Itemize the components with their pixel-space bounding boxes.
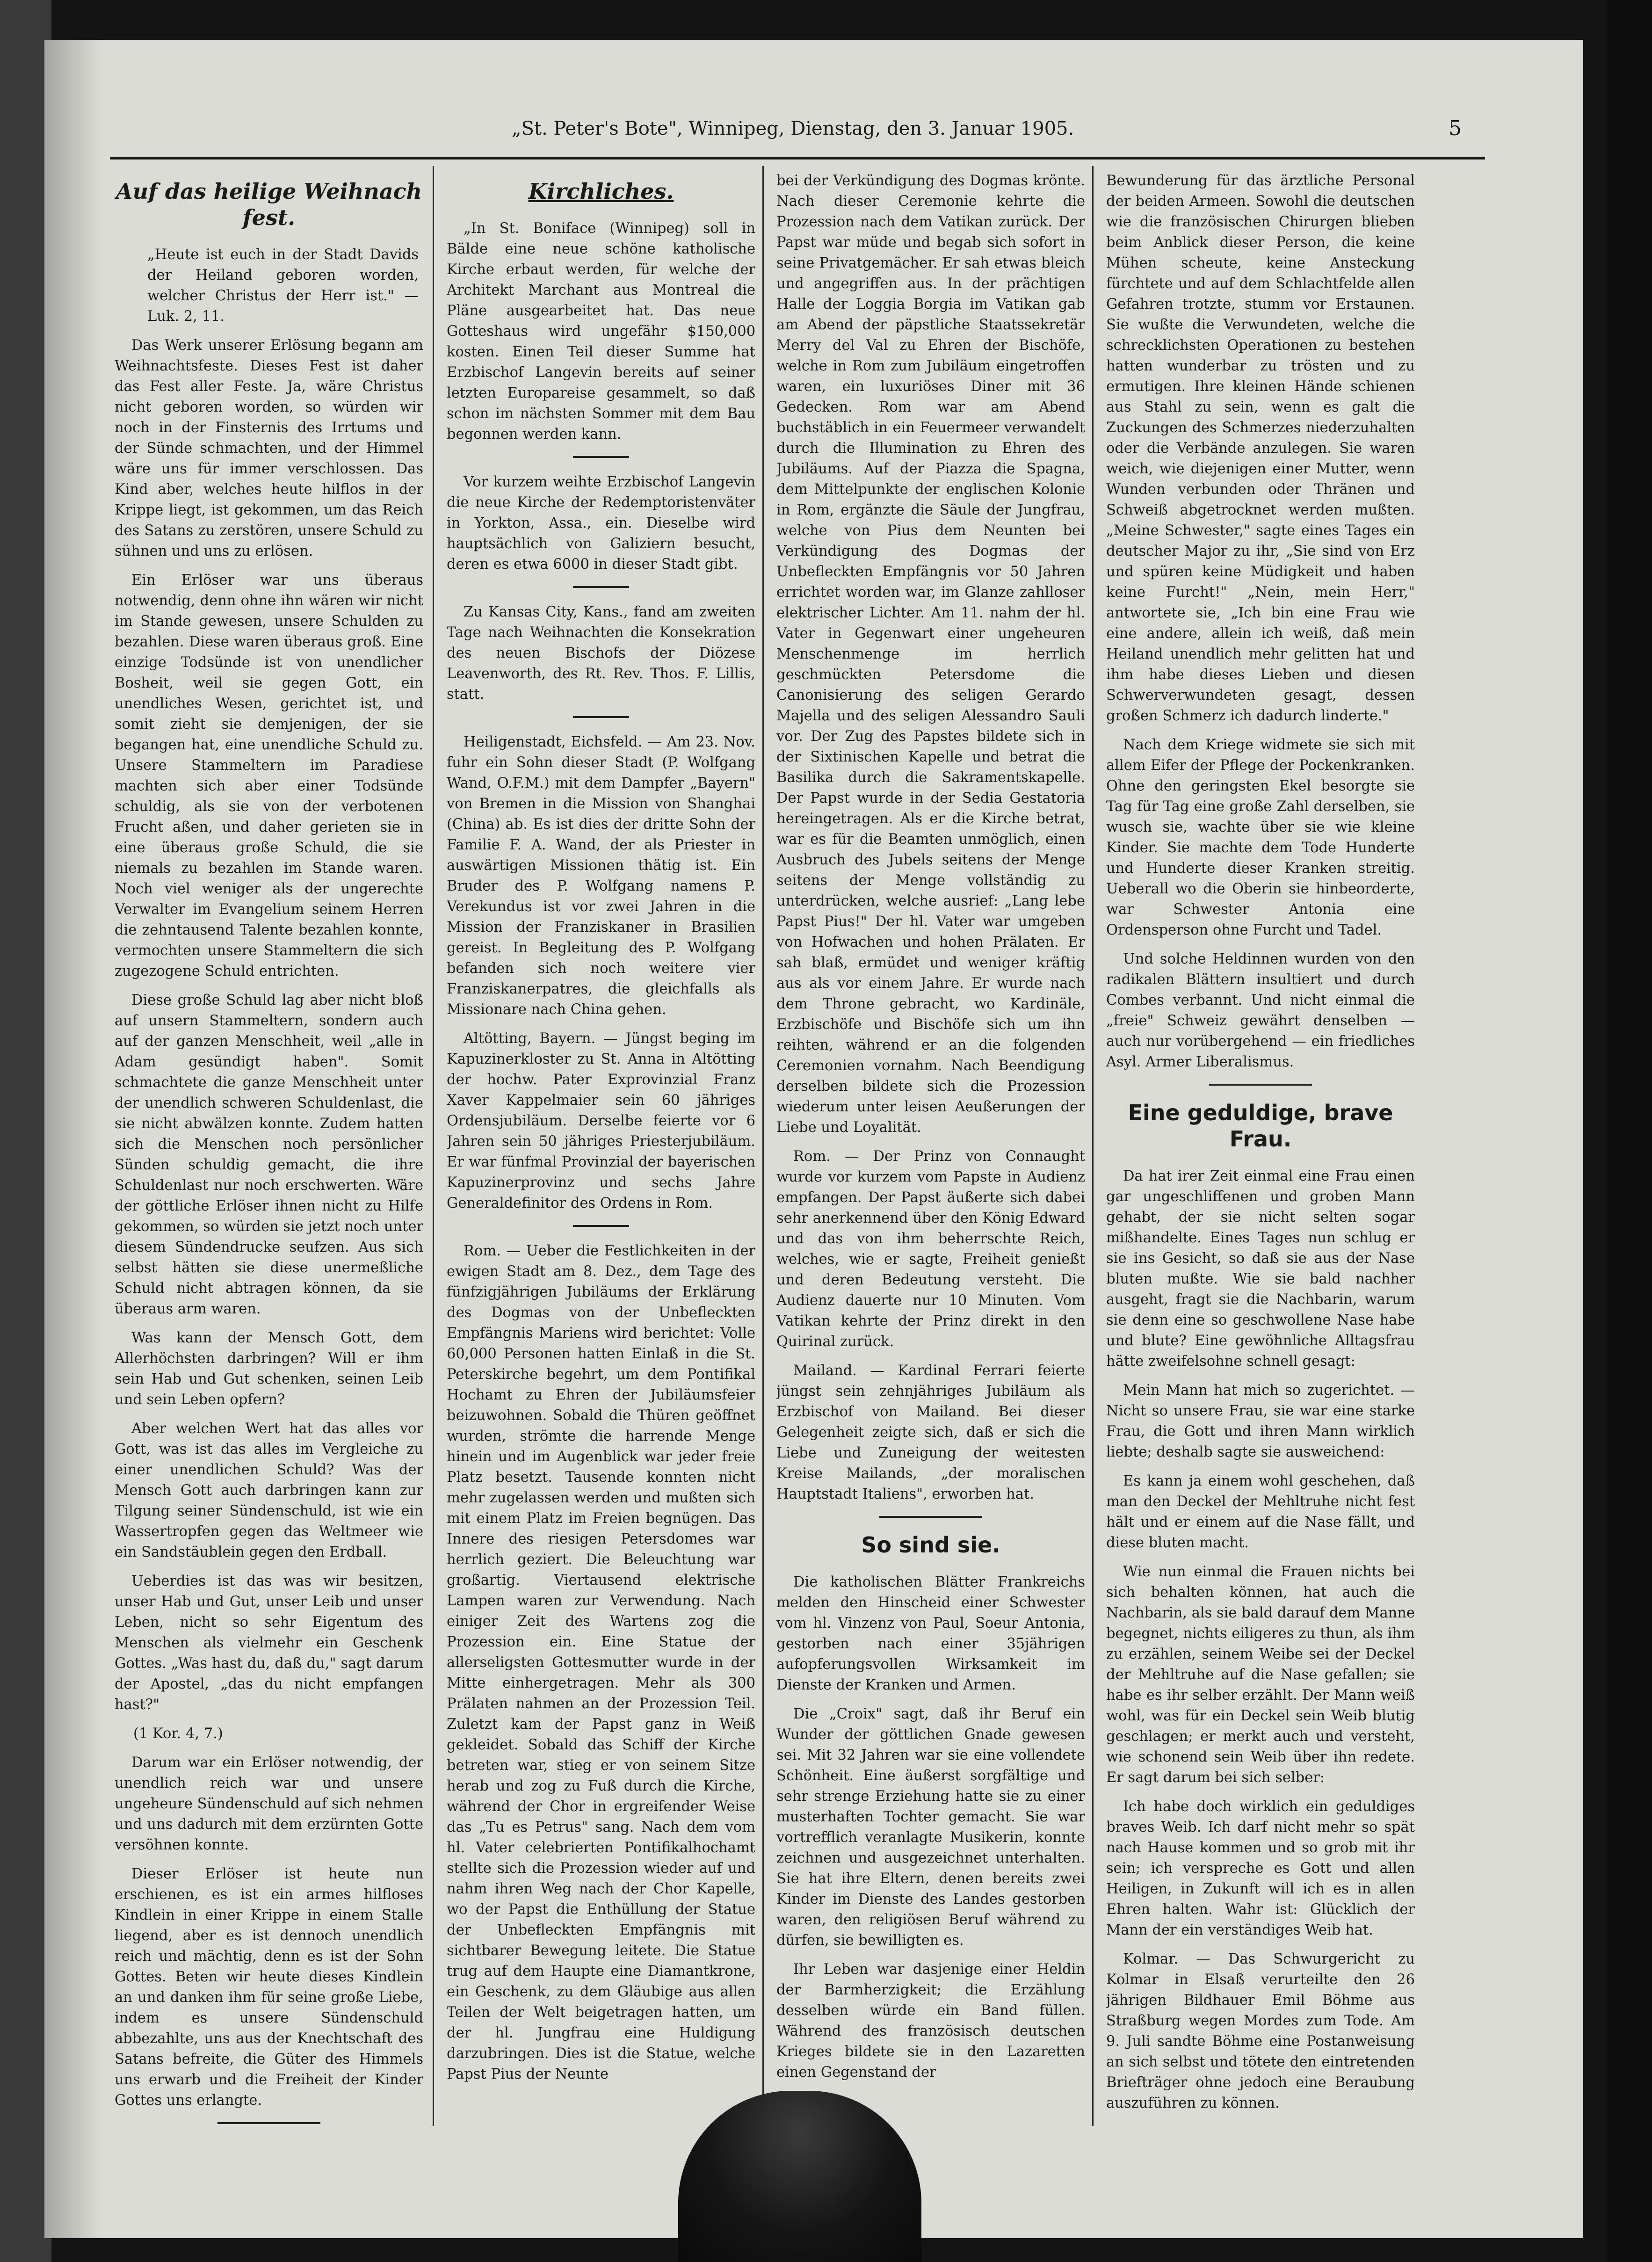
paragraph: Und solche Heldinnen wurden von den radikalen Blättern insultiert und durch Combes verbannt. Und nicht einmal die „freie" Schweiz gewährt denselben — auch nur vorübergehend — ein friedliches Asyl. Armer Liberalismus. <box>1106 951 1415 1070</box>
film-edge-right <box>1608 0 1652 2262</box>
paragraph: Was kann der Mensch Gott, dem Allerhöchsten darbringen? Will er ihm sein Hab und Gut schenken, seinen Leib und sein Leben opfern? <box>115 1330 423 1408</box>
section-divider <box>879 1516 982 1518</box>
article-heading-weihnachtsfest: Auf das heilige Weihnach fest. <box>116 179 422 230</box>
paragraph: Vor kurzem weihte Erzbischof Langevin die neue Kirche der Redemptoristenväter in Yorkton, Assa., ein. Dieselbe wird hauptsächlich von Galiziern besucht, deren es etwa 6000 in dieser Stadt gibt. <box>447 474 755 573</box>
column-rule <box>433 166 434 2126</box>
paragraph: Rom. — Ueber die Festlichkeiten in der ewigen Stadt am 8. Dez., dem Tage des fünfzigjährigen Jubiläums der Erklärung des Dogmas von der Unbefleckten Empfängnis Mariens wird berichtet: Volle 60,000 Personen hatten Einlaß in die St. Peterskirche begehrt, um dem Pontifikal Hochamt zu Ehren der Jubiläumsfeier beizuwohnen. Sobald die Thüren geöffnet wurden, strömte die harrende Menge hinein und im Augenblick war jeder freie Platz besetzt. Tausende konnten nicht mehr zugelassen werden und mußten sich mit einem Platz im Freien begnügen. Das Innere des riesigen Petersdomes war herrlich geziert. Die Beleuchtung war großartig. Viertausend elektrische Lampen waren zur Verwendung. Nach einiger Zeit des Wartens zog die Prozession ein. Eine Statue der allerseligsten Gottesmutter wurde in der Mitte einhergetragen. Mehr als 300 Prälaten nahmen an der Prozession Teil. Zuletzt kam der Papst ganz in Weiß gekleidet. Sobald das Schiff der Kirche betreten war, stieg er von seinem Sitze herab und zog zu Fuß durch die Kirche, während der Chor in ergreifender Weise das „Tu es Petrus" sang. Nach dem vom hl. Vater celebrierten Pontifikalhochamt stellte sich die Prozession wieder auf und nahm ihren Weg nach der Chor Kapelle, wo der Papst die Enthüllung der Statue der Unbefleckten Empfängnis mit sichtbarer Bewegung leitete. Die Statue trug auf dem Haupte eine Diamantkrone, ein Geschenk, zu dem Gläubige aus allen Teilen der Welt beigetragen hatten, um der hl. Jungfrau eine Huldigung darzubringen. Dies ist die Statue, welche Papst Pius der Neunte <box>447 1243 755 2082</box>
item-divider <box>573 716 629 718</box>
paragraph: Bewunderung für das ärztliche Personal der beiden Armeen. Sowohl die deutschen wie die französischen Chirurgen blieben beim Anblick dieser Person, die keine Mühen scheute, keine Ansteckung fürchtete und auf dem Schlachtfelde allen Gefahren trotzte, stumm vor Erstaunen. Sie wußte die Verwundeten, welche die schrecklichsten Operationen zu bestehen hatten wunderbar zu trösten und zu ermutigen. Ihre kleinen Hände schienen aus Stahl zu sein, wenn es galt die Zuckungen des Schmerzes niederzuhalten oder die Verbände anzulegen. Sie waren weich, wie diejenigen einer Mutter, wenn Wunden verbunden oder Thränen und Schweiß abgetrocknet werden mußten. „Meine Schwester," sagte eines Tages ein deutscher Major zu ihr, „Sie sind von Erz und spüren keine Müdigkeit und haben keine Furcht!" „Nein, mein Herr," antwortete sie, „Ich bin eine Frau wie eine andere, allein ich weiß, daß mein Heiland unendlich mehr gelitten hat und ihm habe dieses Lieben und diesen Schwerverwundeten gesagt, dessen großen Schmerz ich dadurch linderte." <box>1106 173 1415 724</box>
column-rule <box>1092 166 1094 2126</box>
column-4 <box>1106 171 1415 2126</box>
paragraph: Mailand. — Kardinal Ferrari feierte jüngst sein zehnjähriges Jubiläum als Erzbischof von Mailand. Bei dieser Gelegenheit zeigte sich, daß er sich die Liebe und Zuneigung der weitesten Kreise Mailands, „der moralischen Hauptstadt Italiens", erworben hat. <box>776 1363 1085 1502</box>
column-3 <box>776 171 1085 2126</box>
paragraph: Da hat irer Zeit einmal eine Frau einen gar ungeschliffenen und groben Mann gehabt, der sie nicht selten sogar mißhandelte. Eines Tages nun schlug er sie ins Gesicht, so daß sie aus der Nase bluten mußte. Wie sie bald nachher ausgeht, fragt sie die Nachbarin, warum sie denn eine so geschwollene Nase habe und blute? Eine gewöhnliche Alltagsfrau hätte zweifelsohne schnell gesagt: <box>1106 1168 1415 1370</box>
newspaper-page <box>44 40 1583 2238</box>
paragraph: Die „Croix" sagt, daß ihr Beruf ein Wunder der göttlichen Gnade gewesen sei. Mit 32 Jahren war sie eine vollendete Schönheit. Eine äußerst sorgfältige und sehr strenge Erziehung hatte sie zu einer musterhaften Tochter gemacht. Sie war vortrefflich veranlagte Musikerin, konnte zeichnen und ausgezeichnet unterhalten. Sie hat ihre Eltern, denen bereits zwei Kinder im Dienste des Landes gestorben waren, den religiösen Beruf während zu dürfen, sie bewilligten es. <box>776 1706 1085 1949</box>
article-heading-geduldige-frau: Eine geduldige, brave Frau. <box>1128 1100 1393 1152</box>
film-edge-left <box>0 0 51 2262</box>
paragraph: Die katholischen Blätter Frankreichs melden den Hinscheid einer Schwester vom hl. Vinzenz von Paul, Soeur Antonia, gestorben nach einer 35jährigen aufopferungsvollen Wirksamkeit im Dienste der Kranken und Armen. <box>776 1574 1085 1693</box>
section-heading-kirchliches <box>447 178 755 204</box>
column-rule <box>762 166 764 2126</box>
item-divider <box>573 586 629 588</box>
paragraph: Ich habe doch wirklich ein geduldiges braves Weib. Ich darf nicht mehr so spät nach Hause kommen und so grob mit ihr sein; ich verspreche es Gott und allen Heiligen, in Zukunft will ich es in allen Ehren halten. Wahr ist: Glücklich der Mann der ein verständiges Weib hat. <box>1106 1798 1415 1938</box>
section-divider <box>1209 1084 1312 1086</box>
page-header: „St. Peter's Bote", Winnipeg, Dienstag, den 3. Januar 1905. <box>511 118 1074 139</box>
paragraph: Altötting, Bayern. — Jüngst beging im Kapuzinerkloster zu St. Anna in Altötting der hochw. Pater Exprovinzial Franz Xaver Kappelmaier sein 60 jähriges Ordensjubiläum. Derselbe feierte vor 6 Jahren sein 50 jähriges Priesterjubiläum. Er war fünfmal Provinzial der bayerischen Kapuzinerprovinz und sechs Jahre Generaldefinitor des Ordens in Rom. <box>447 1030 755 1211</box>
paragraph: „In St. Boniface (Winnipeg) soll in Bälde eine neue schöne katholische Kirche erbaut werden, für welche der Architekt Marchant aus Montreal die Pläne ausgearbeitet hat. Das neue Gotteshaus wird ungefähr $150,000 kosten. Einen Teil dieser Summe hat Erzbischof Langevin bereits auf seiner letzten Europareise gesammelt, so daß schon im nächsten Sommer mit dem Bau begonnen werden kann. <box>447 220 755 442</box>
paragraph: Das Werk unserer Erlösung begann am Weihnachtsfeste. Dieses Fest ist daher das Fest aller Feste. Ja, wäre Christus nicht geboren worden, so würden wir noch in der Finsternis des Irrtums und der Sünde schmachten, und der Himmel wäre uns für immer verschlossen. Das Kind aber, welches heute hilflos in der Krippe liegt, ist gekommen, um das Reich des Satans zu zerstören, unsere Schuld zu sühnen und uns zu erlösen. <box>115 337 423 559</box>
bible-reference: (1 Kor. 4, 7.) <box>133 1726 223 1742</box>
item-divider <box>573 456 629 458</box>
column-1 <box>115 171 423 2126</box>
paragraph: Ein Erlöser war uns überaus notwendig, denn ohne ihn wären wir nicht im Stande gewesen, unsere Schulden zu bezahlen. Diese waren überaus groß. Eine einzige Todsünde ist von unendlicher Bosheit, weil sie gegen Gott, ein unendliches Wesen, gerichtet ist, und somit zieht sie demjenigen, der sie begangen hat, eine unendliche Schuld zu. Unsere Stammeltern im Paradiese machten sich aber einer Todsünde schuldig, als sie von der verbotenen Frucht aßen, und daher gerieten sie in eine überaus große Schuld, die sie niemals zu bezahlen im Stande waren. Noch viel weniger als der ungerechte Verwalter im Evangelium seinem Herren die zehntausend Talente bezahlen konnte, vermochten unsere Stammeltern die sich zugezogene Schuld entrichten. <box>115 572 423 979</box>
bible-quote: „Heute ist euch in der Stadt Davids der Heiland geboren worden, welcher Christus der Herr ist." — Luk. 2, 11. <box>147 246 419 325</box>
paragraph: Ueberdies ist das was wir besitzen, unser Hab und Gut, unser Leib und unser Leben, nicht so sehr Eigentum des Menschen als vielmehr ein Geschenk Gottes. „Was hast du, daß du," sagt darum der Apostel, „das du nicht empfangen hast?" <box>115 1573 423 1713</box>
column-2 <box>447 171 755 2126</box>
paragraph: Diese große Schuld lag aber nicht bloß auf unsern Stammeltern, sondern auch auf der ganzen Menschheit, weil „alle in Adam gesündigt haben". Somit schmachtete die ganze Menschheit unter der unendlich schweren Schuldenlast, die sie nicht abwälzen konnte. Zudem hatten sich die Menschen noch persönlicher Sünden schuldig gemacht, die ihre Schuldenlast nur noch erschwerten. Wäre der göttliche Erlöser ihnen nicht zu Hilfe gekommen, so würden sie jetzt noch unter diesem Sündendrucke seufzen. Aus sich selbst hätten sie diese unermeßliche Schuld nicht abtragen können, da sie überaus arm waren. <box>115 992 423 1317</box>
page-number: 5 <box>1449 116 1462 140</box>
header-rule <box>110 157 1485 160</box>
paragraph: Dieser Erlöser ist heute nun erschienen, es ist ein armes hilfloses Kindlein in einer Krippe in einem Stalle liegend, aber es ist dennoch unendlich reich und mächtig, denn es ist der Sohn Gottes. Beten wir heute dieses Kindlein an und danken ihm für seine große Liebe, indem es unsere Sündenschuld abbezahlte, uns aus der Knechtschaft des Satans befreite, die Güter des Himmels uns erwarb und die Freiheit der Kinder Gottes uns erlangte. <box>115 1866 423 2109</box>
paragraph: Rom. — Der Prinz von Connaught wurde vor kurzem vom Papste in Audienz empfangen. Der Papst äußerte sich dabei sehr anerkennend über den König Edward und das von ihm beherrschte Reich, welches, wie er sagte, Freiheit genießt und deren Bedeutung versteht. Die Audienz dauerte nur 10 Minuten. Vom Vatikan kehrte der Prinz direkt in den Quirinal zurück. <box>776 1148 1085 1350</box>
paragraph: Ihr Leben war dasjenige einer Heldin der Barmherzigkeit; die Erzählung desselben würde ein Band füllen. Während des französisch deutschen Krieges bildete sie in den Lazaretten einen Gegenstand der <box>776 1961 1085 2081</box>
item-divider <box>573 1225 629 1227</box>
paragraph: Darum war ein Erlöser notwendig, der unendlich reich war und unsere ungeheure Sündenschuld auf sich nehmen und uns dadurch mit dem erzürnten Gotte versöhnen konnte. <box>115 1754 423 1853</box>
paragraph: Es kann ja einem wohl geschehen, daß man den Deckel der Mehltruhe nicht fest hält und er einem auf die Nase fällt, und diese bluten macht. <box>1106 1473 1415 1551</box>
paragraph: Mein Mann hat mich so zugerichtet. — Nicht so unsere Frau, sie war eine starke Frau, die Gott und ihren Mann wirklich liebte; deshalb sagte sie ausweichend: <box>1106 1382 1415 1460</box>
heading-text: Kirchliches. <box>528 179 674 204</box>
paragraph: Aber welchen Wert hat das alles vor Gott, was ist das alles im Vergleiche zu einer unendlichen Schuld? Was der Mensch Gott auch darbringen kann zur Tilgung seiner Sündenschuld, ist wie ein Wassertropfen gegen das Weltmeer wie ein Sandstäublein gegen den Erdball. <box>115 1421 423 1560</box>
paragraph: Zu Kansas City, Kans., fand am zweiten Tage nach Weihnachten die Konsekration des neuen Bischofs der Diözese Leavenworth, des Rt. Rev. Thos. F. Lillis, statt. <box>447 604 755 703</box>
paragraph: Nach dem Kriege widmete sie sich mit allem Eifer der Pflege der Pockenkranken. Ohne den geringsten Ekel besorgte sie Tag für Tag eine große Zahl derselben, sie wusch sie, wachte über sie wie kleine Kinder. Sie machte dem Tode Hunderte und Hunderte dieser Kranken streitig. Ueberall wo die Oberin sie hinbeorderte, war Schwester Antonia eine Ordensperson ohne Furcht und Tadel. <box>1106 737 1415 938</box>
article-heading-so-sind-sie: So sind sie. <box>861 1532 1000 1558</box>
section-divider <box>217 2122 320 2124</box>
paragraph: Wie nun einmal die Frauen nichts bei sich behalten können, hat auch die Nachbarin, als sie bald darauf dem Manne begegnet, nichts eiligeres zu thun, als ihm zu erzählen, seinem Weibe sei der Deckel der Mehltruhe auf die Nase gefallen; sie habe es ihr selber erzählt. Der Mann weiß wohl, was für ein Deckel sein Weib blutig geschlagen; er merkt auch und versteht, wie schonend sein Weib über ihn redete. Er sagt darum bei sich selber: <box>1106 1564 1415 1786</box>
paragraph: Kolmar. — Das Schwurgericht zu Kolmar in Elsaß verurteilte den 26 jährigen Bildhauer Emil Böhme aus Straßburg wegen Mordes zum Tode. Am 9. Juli sandte Böhme eine Postanweisung an sich selbst und tötete den eintretenden Briefträger ohne jedoch eine Beraubung auszuführen zu können. <box>1106 1951 1415 2111</box>
paragraph: Heiligenstadt, Eichsfeld. — Am 23. Nov. fuhr ein Sohn dieser Stadt (P. Wolfgang Wand, O.F.M.) mit dem Dampfer „Bayern" von Bremen in die Mission von Shanghai (China) ab. Es ist dies der dritte Sohn der Familie F. A. Wand, der als Priester in auswärtigen Missionen thätig ist. Ein Bruder des P. Wolfgang namens P. Verekundus ist vor zwei Jahren in die Mission der Franziskaner in Brasilien gereist. In Begleitung des P. Wolfgang befanden sich noch weitere vier Franziskanerpatres, die gleichfalls als Missionare nach China gehen. <box>447 734 755 1018</box>
paragraph: bei der Verkündigung des Dogmas krönte. Nach dieser Ceremonie kehrte die Prozession nach dem Vatikan zurück. Der Papst war müde und begab sich sofort in seine Privatgemächer. Er sah etwas bleich und angegriffen aus. In der prächtigen Halle der Loggia Borgia im Vatikan gab am Abend der päpstliche Staatssekretär Merry del Val zu Ehren der Bischöfe, welche in Rom zum Jubiläum eingetroffen waren, ein luxuriöses Diner mit 36 Gedecken. Rom war am Abend buchstäblich in ein Feuermeer verwandelt durch die Illumination zu Ehren des Jubiläums. Auf der Piazza die Spagna, dem Mittelpunkte der englischen Kolonie in Rom, ergänzte die Säule der Jungfrau, welche von Pius dem Neunten bei Verkündigung des Dogmas der Unbefleckten Empfängnis vor 50 Jahren errichtet worden war, im Glanze zahlloser elektrischer Lichter. Am 11. nahm der hl. Vater in Gegenwart einer ungeheuren Menschenmenge im herrlich geschmückten Petersdome die Canonisierung des seligen Gerardo Majella und des seligen Alessandro Sauli vor. Der Zug des Papstes bildete sich in der Sixtinischen Kapelle und betrat die Basilika durch die Sakramentskapelle. Der Papst wurde in der Sedia Gestatoria hereingetragen. Als er die Kirche betrat, war es für die Beamten unmöglich, einen Ausbruch des Jubels seitens der Menge seitens der Menge vollständig zu unterdrücken, welche ausrief: „Lang lebe Papst Pius!" Der hl. Vater war umgeben von Hofwachen und hohen Prälaten. Er sah blaß, ermüdet und weniger kräftig aus als vor einem Jahre. Er wurde nach dem Throne gebracht, wo Kardinäle, Erzbischöfe und Bischöfe sich um ihn reihten, während er an die folgenden Ceremonien vornahm. Nach Beendigung derselben bildete sich die Prozession wiederum unter leisen Aeußerungen der Liebe und Loyalität. <box>776 173 1085 1136</box>
